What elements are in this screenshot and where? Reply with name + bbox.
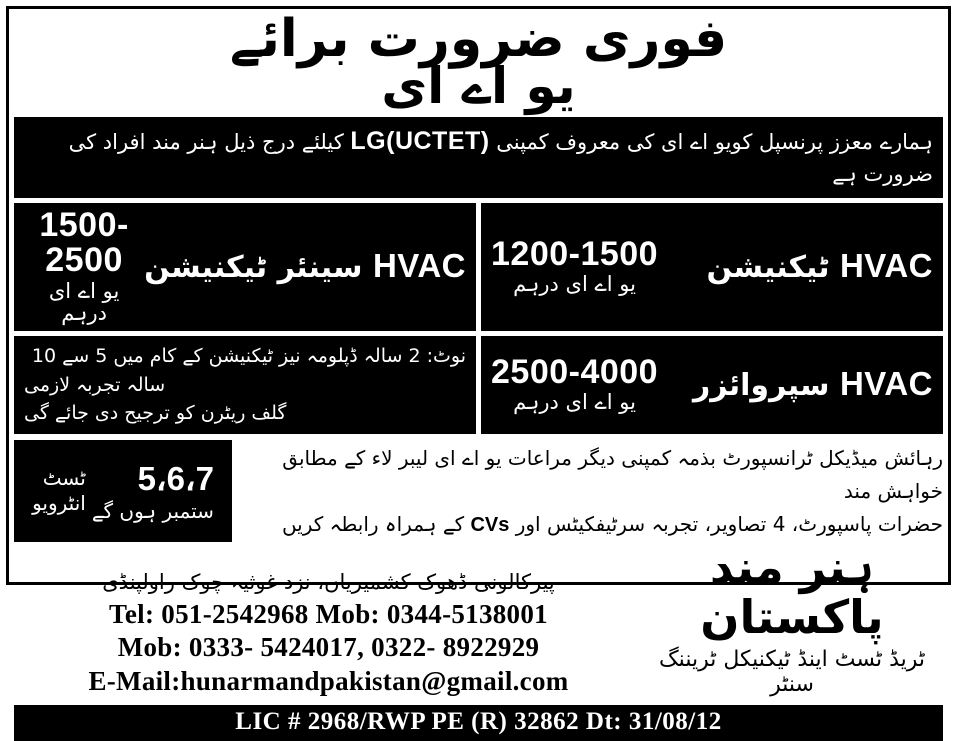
ad-frame <box>6 6 951 735</box>
job-pay-amount-senior-technician: 1500-2500 <box>39 205 129 280</box>
job-title-senior-technician <box>144 246 466 286</box>
conditions-line-2 <box>240 508 943 542</box>
contact-block <box>15 570 642 701</box>
job-listings <box>14 203 943 434</box>
brand-subtitle: ٹریڈ ٹسٹ اینڈ ٹیکنیکل ٹریننگ سنٹر <box>658 646 926 697</box>
job-title-technician-latin: HVAC <box>839 246 933 284</box>
job-row-2 <box>14 336 943 434</box>
job-card-technician <box>481 203 943 331</box>
conditions-line-2-a: حضرات پاسپورٹ، 4 تصاویر، تجربہ سرٹیفکیٹس اور <box>515 511 943 536</box>
interview-date-block <box>92 458 214 524</box>
company-name: LG(UCTET) <box>350 127 490 155</box>
job-pay-currency-technician: یو اے ای درہم <box>513 272 636 297</box>
job-pay-technician <box>491 234 659 297</box>
interview-dates: 5،6،7 <box>137 459 214 497</box>
note-line-1: نوٹ: 2 سالہ ڈپلومہ نیز ٹیکنیشن کے کام میں 5 سے 10 <box>31 345 466 368</box>
job-title-supervisor <box>693 364 933 404</box>
interview-label-interview: انٹرویو <box>32 490 86 515</box>
job-pay-currency-senior-technician: یو اے ای درہم <box>48 279 120 326</box>
note-line-2: سالہ تجربہ لازمی <box>24 373 166 396</box>
interview-month: ستمبر ہوں گے <box>91 498 214 523</box>
job-card-supervisor <box>481 336 943 434</box>
footer <box>9 539 948 701</box>
brand-name: ہنر مند پاکستان <box>700 539 884 645</box>
contact-line-2: Mob: 0333- 5424017, 0322- 8922929 <box>117 632 540 663</box>
job-title-supervisor-urdu: سپروائزر <box>692 367 830 403</box>
contact-email: E-Mail:hunarmandpakistan@gmail.com <box>88 666 569 697</box>
job-pay-supervisor <box>491 352 659 415</box>
job-title-senior-technician-urdu: سینئر ٹیکنیشن <box>144 249 363 285</box>
license-bar: LIC # 2968/RWP PE (R) 32862 Dt: 31/08/12 <box>14 705 943 741</box>
brand-block <box>642 539 942 701</box>
job-pay-currency-supervisor: یو اے ای درہم <box>513 390 636 415</box>
headline <box>9 9 948 113</box>
job-card-senior-technician <box>14 203 476 331</box>
conditions-section <box>14 440 943 542</box>
interview-label-test: ٹسٹ <box>42 465 86 490</box>
contact-line-1: Tel: 051-2542968 Mob: 0344-5138001 <box>109 598 548 629</box>
interview-labels <box>32 466 86 516</box>
job-row-1 <box>14 203 943 331</box>
headline-line-2: یو اے ای <box>381 57 576 115</box>
conditions-line-2-b: کے ہمراہ رابطہ کریں <box>281 511 465 536</box>
intro-text-after: کیلئے درج ذیل ہنر مند افراد کی ضرورت ہے <box>68 130 933 187</box>
job-pay-amount-supervisor: 2500-4000 <box>491 352 659 391</box>
job-pay-amount-technician: 1200-1500 <box>491 234 659 273</box>
intro-text-before: ہمارے معزز پرنسپل کویو اے ای کی معروف کمپنی <box>496 130 933 154</box>
intro-banner <box>14 117 943 198</box>
job-title-technician <box>707 246 934 286</box>
requirements-note <box>14 336 476 434</box>
headline-line-1: فوری ضرورت برائے <box>229 9 728 69</box>
conditions-cv-label: CVs <box>470 513 510 536</box>
job-title-technician-urdu: ٹیکنیشن <box>706 249 830 285</box>
job-pay-senior-technician <box>24 205 144 326</box>
conditions-line-1: رہائش میڈیکل ٹرانسپورٹ بذمہ کمپنی دیگر مراعات یو اے ای لیبر لاء کے مطابق خواہش مند <box>282 445 943 503</box>
job-title-supervisor-latin: HVAC <box>839 364 933 402</box>
job-title-senior-technician-latin: HVAC <box>372 246 466 284</box>
note-line-3: گلف ریٹرن کو ترجیح دی جائے گی <box>24 402 287 425</box>
conditions-text <box>240 440 943 542</box>
office-address: پیرکالونی ڈھوک کشمیریاں، نزد غوثیہ چوک راولپنڈی <box>102 569 555 594</box>
interview-box <box>14 440 232 542</box>
